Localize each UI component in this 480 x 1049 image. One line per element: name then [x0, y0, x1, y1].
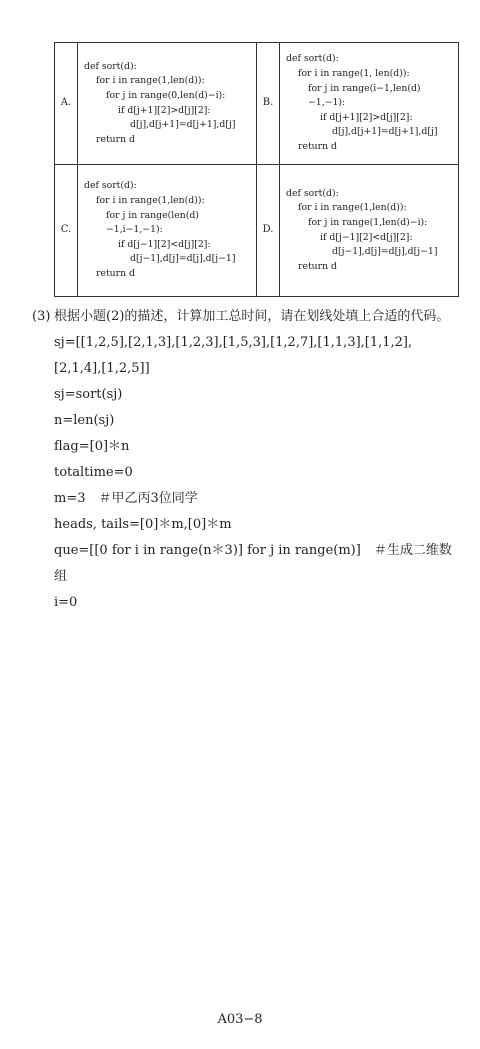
question-text: 根据小题(2)的描述，计算加工总时间，请在划线处填上合适的代码。: [54, 309, 450, 324]
option-label: D.: [257, 165, 280, 297]
option-d-code: [280, 165, 459, 297]
code-line: def sort(d):: [84, 60, 137, 72]
code-line: for j in range(1,len(d)−i):: [308, 216, 428, 228]
code-line: m=3 ＃甲乙丙3位同学: [54, 491, 198, 506]
option-label: B.: [257, 43, 280, 165]
question-3: [32, 304, 452, 616]
code-line: sj=[[1,2,5],[2,1,3],[1,2,3],[1,5,3],[1,2,7],[1,1,3],[1,1,2],[2,1,4],[1,2,5]]: [54, 335, 413, 376]
code-line: if d[j+1][2]>d[j][2]:: [320, 111, 413, 123]
code-line: que=[[0 for i in range(n＊3)] for j in range(m)] ＃生成二维数组: [54, 543, 452, 584]
option-label: A.: [55, 43, 78, 165]
code-line: heads, tails=[0]＊m,[0]＊m: [54, 517, 232, 532]
options-table: [54, 42, 459, 297]
code-line: if d[j−1][2]<d[j][2]:: [118, 238, 211, 250]
code-line: sj=sort(sj): [54, 387, 123, 402]
code-line: if d[j+1][2]>d[j][2]:: [118, 104, 211, 116]
code-line: return d: [298, 140, 338, 152]
code-line: def sort(d):: [84, 180, 137, 192]
question-prompt: [32, 304, 452, 330]
code-line: d[j],d[j+1]=d[j+1],d[j]: [332, 126, 438, 138]
code-line: flag=[0]＊n: [54, 439, 130, 454]
option-c-code: [78, 165, 257, 297]
code-line: totaltime=0: [54, 465, 133, 480]
option-a-code: [78, 43, 257, 165]
code-line: def sort(d):: [286, 53, 339, 65]
code-line: for j in range(len(d)−1,i−1,−1):: [106, 209, 199, 236]
code-line: for i in range(1,len(d)):: [298, 202, 407, 214]
code-line: i=0: [54, 595, 78, 610]
options-row: [55, 165, 459, 297]
question-number: (3): [32, 309, 51, 324]
page-number: A03−8: [217, 1012, 263, 1027]
code-line: for j in range(i−1,len(d)−1,−1):: [308, 82, 421, 109]
code-line: d[j−1],d[j]=d[j],d[j−1]: [332, 246, 438, 258]
option-label: C.: [55, 165, 78, 297]
code-line: for i in range(1, len(d)):: [298, 68, 410, 80]
code-line: def sort(d):: [286, 187, 339, 199]
code-line: for i in range(1,len(d)):: [96, 75, 205, 87]
options-row: [55, 43, 459, 165]
code-line: return d: [298, 260, 338, 272]
code-line: return d: [96, 133, 136, 145]
code-line: if d[j−1][2]<d[j][2]:: [320, 231, 413, 243]
code-line: n=len(sj): [54, 413, 115, 428]
code-line: for j in range(0,len(d)−i):: [106, 89, 226, 101]
code-line: d[j−1],d[j]=d[j],d[j−1]: [130, 253, 236, 265]
code-line: return d: [96, 267, 136, 279]
code-line: for i in range(1,len(d)):: [96, 195, 205, 207]
code-line: d[j],d[j+1]=d[j+1],d[j]: [130, 119, 236, 131]
option-b-code: [280, 43, 459, 165]
